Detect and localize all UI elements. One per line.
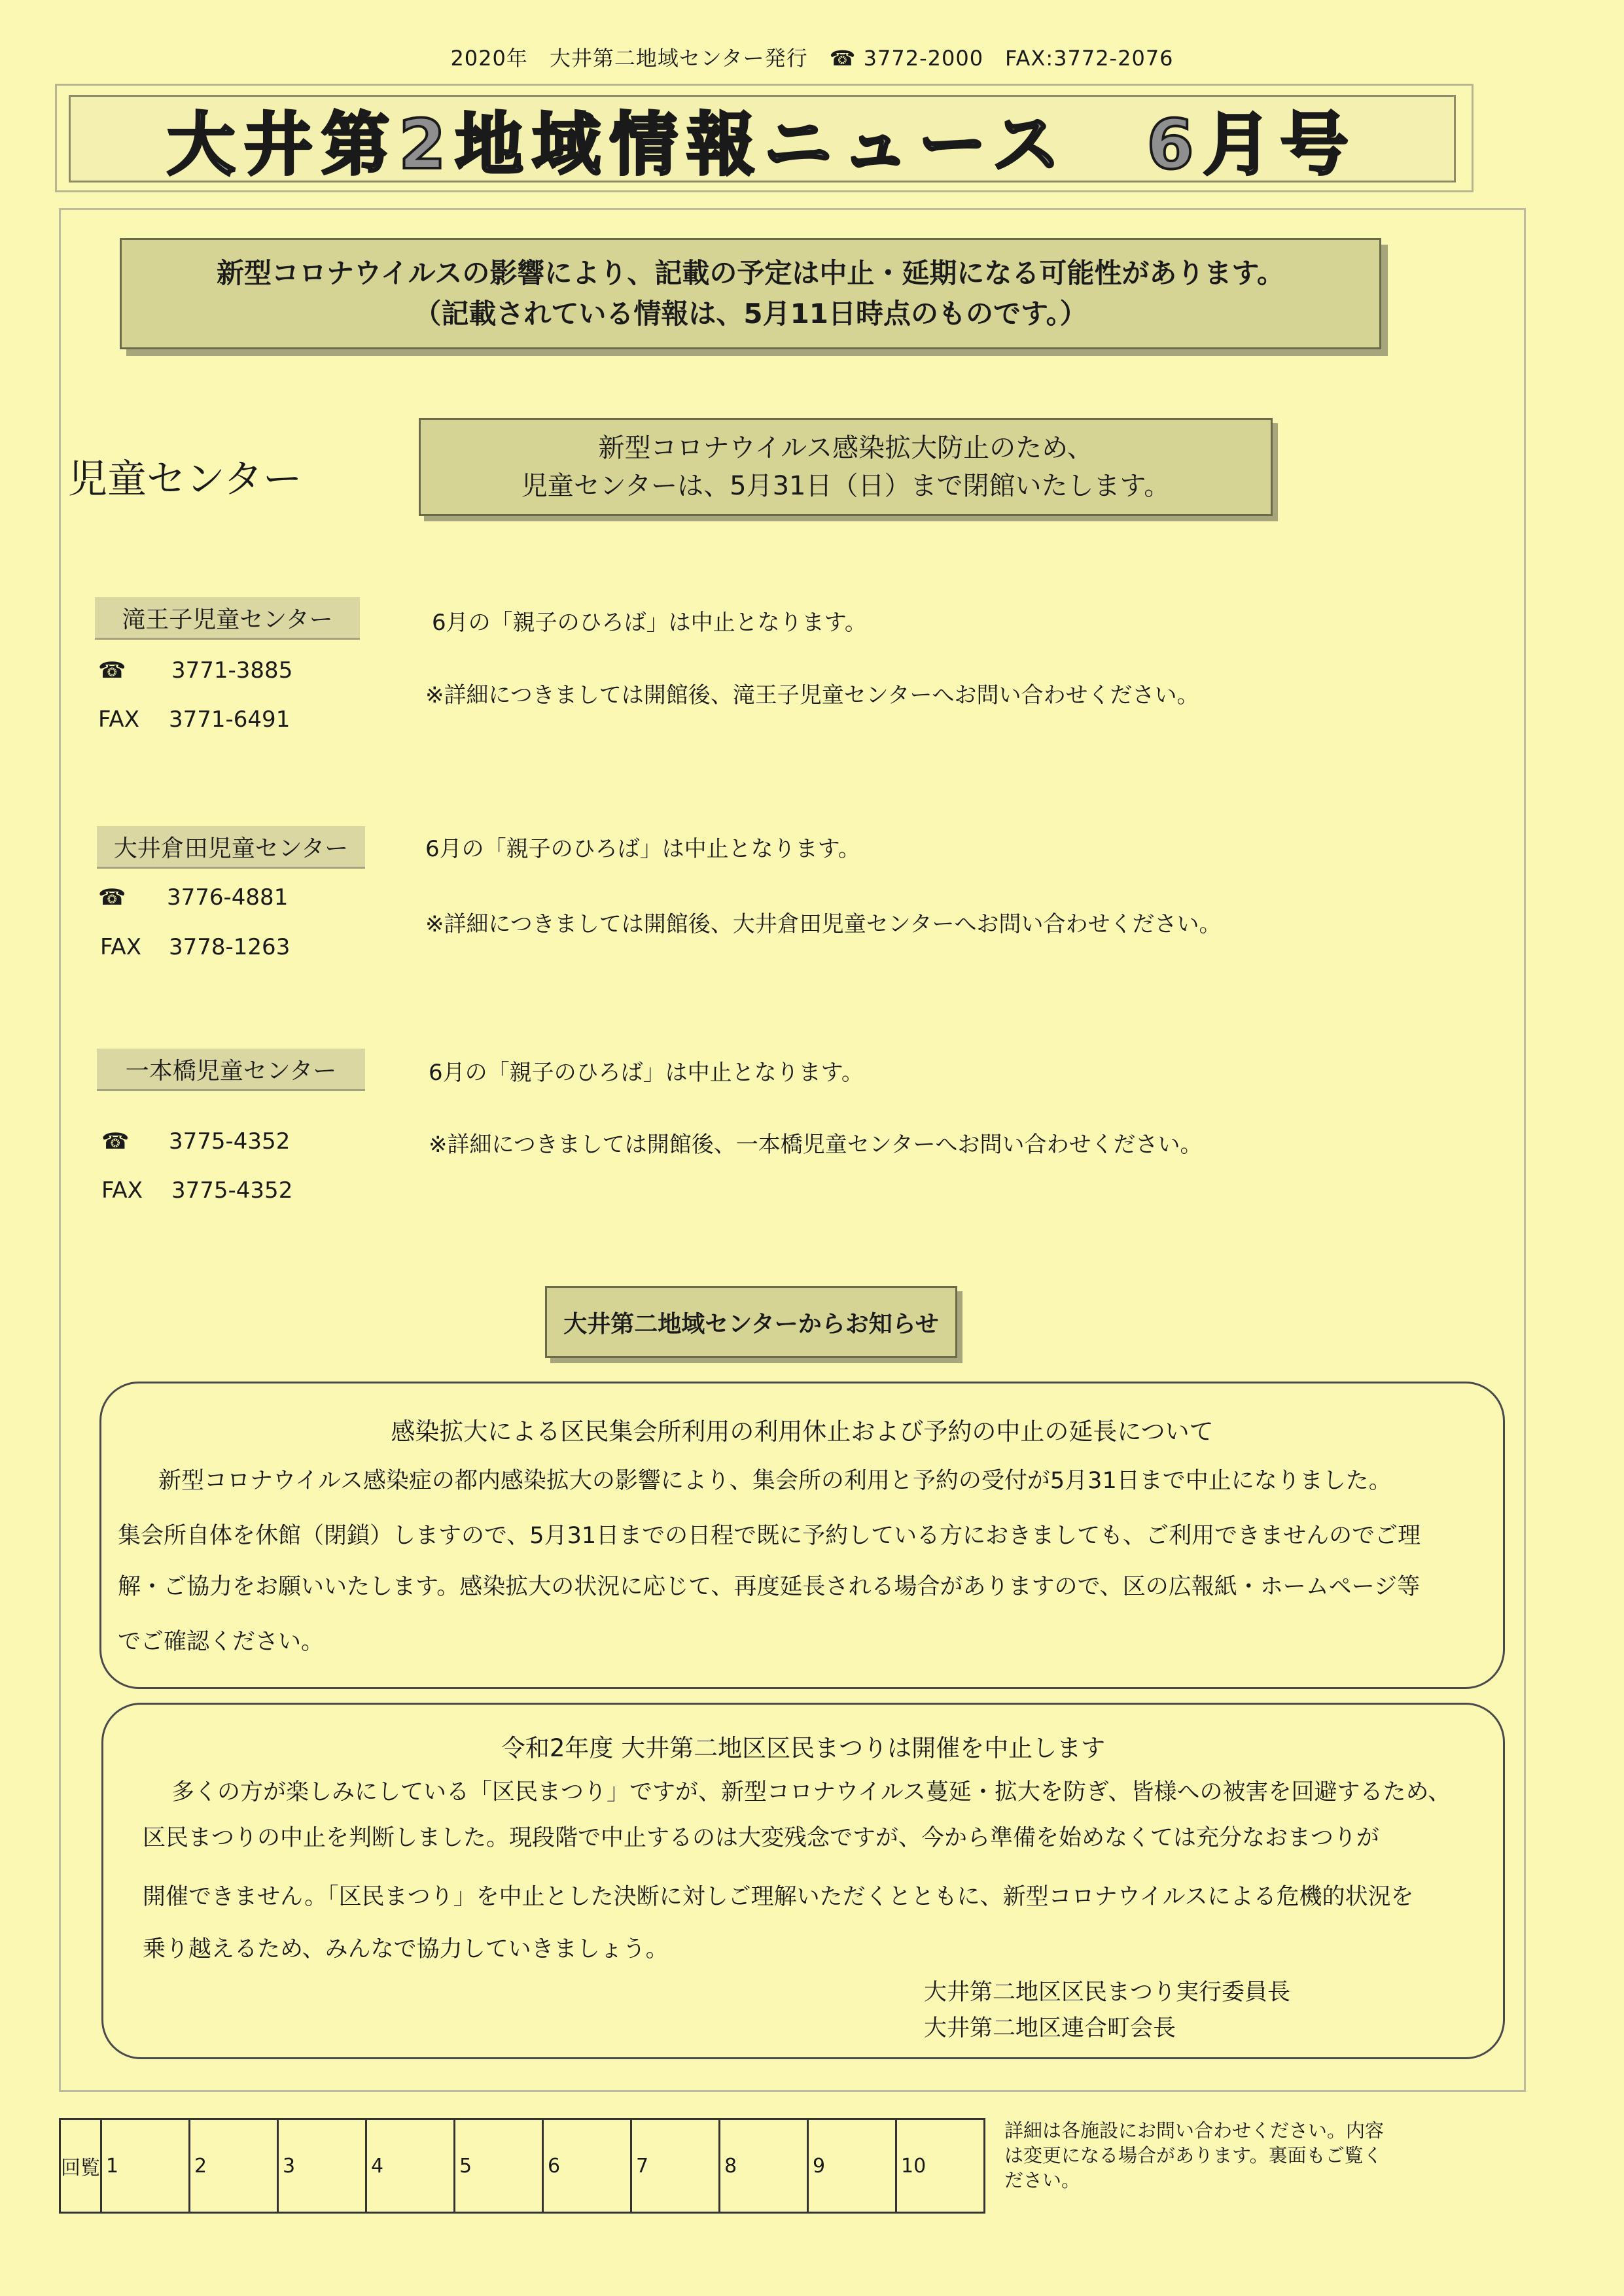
signature-town-association: 大井第二地区連合町会長 [924,2015,1176,2042]
fax-label: FAX [98,706,139,733]
circulation-cell: 6 [543,2119,631,2213]
fax-label: FAX [101,1177,143,1204]
signature-committee-chair: 大井第二地区区民まつり実行委員長 [924,1979,1291,2006]
covid-notice-line1: 新型コロナウイルスの影響により、記載の予定は中止・延期になる可能性があります。 [216,257,1285,289]
circulation-cell: 8 [720,2119,808,2213]
circulation-label: 回覧 [60,2119,101,2213]
circulation-cell: 2 [190,2119,278,2213]
circulation-cell: 7 [631,2119,720,2213]
facility-closure-line: 解・ご協力をお願いいたします。感染拡大の状況に応じて、再度延長される場合がありますので、区の広報紙・ホームページ等 [118,1574,1421,1600]
phone-icon: ☎ [98,884,126,911]
phone-icon: ☎ [98,657,126,684]
circulation-table [59,2118,985,2214]
closure-line2: 児童センターは、5月31日（日）まで閉館いたします。 [521,471,1171,501]
circulation-cell: 9 [808,2119,896,2213]
festival-cancel-line: 区民まつりの中止を判断しました。現段階で中止するのは大変残念ですが、今から準備を始めなくては充分なおまつりが [143,1825,1380,1851]
closure-line1: 新型コロナウイルス感染拡大防止のため、 [598,433,1093,463]
festival-cancel-line: 開催できません。「区民まつり」を中止とした決断に対しご理解いただくとともに、新型コロナウイルスによる危機的状況を [143,1884,1414,1910]
circulation-cell: 5 [455,2119,543,2213]
covid-notice-line2: （記載されている情報は、5月11日時点のものです。） [414,298,1087,330]
center-fax: 3771-6491 [169,706,291,733]
closure-notice-box [419,418,1273,516]
center-notice-heading: 大井第二地域センターからお知らせ [545,1286,957,1358]
circulation-cell: 1 [101,2119,190,2213]
circulation-cell: 10 [896,2119,985,2213]
circulation-cell: 4 [366,2119,455,2213]
center-detail: ※詳細につきましては開館後、大井倉田児童センターへお問い合わせください。 [425,911,1222,937]
phone-icon: ☎ [101,1128,130,1155]
facility-closure-line: 新型コロナウイルス感染症の都内感染拡大の影響により、集会所の利用と予約の受付が5月31日まで中止になりました。 [158,1468,1392,1494]
center-phone: 3771-3885 [171,657,293,684]
center-fax: 3775-4352 [171,1177,293,1204]
facility-closure-line: 集会所自体を休館（閉鎖）しますので、5月31日までの日程で既に予約している方におきましても、ご利用できませんのでご理 [118,1523,1421,1549]
center-phone: 3775-4352 [169,1128,291,1155]
center-name-takiouji: 滝王子児童センター [95,597,360,640]
center-name-ooikurata: 大井倉田児童センター [97,826,365,869]
festival-cancel-title: 令和2年度 大井第二地区区民まつりは開催を中止します [501,1734,1106,1762]
center-detail: ※詳細につきましては開館後、滝王子児童センターへお問い合わせください。 [425,682,1199,708]
facility-closure-line: でご確認ください。 [118,1629,325,1655]
center-message: 6月の「親子のひろば」は中止となります。 [432,610,867,636]
center-phone: 3776-4881 [167,884,289,911]
fax-label: FAX [100,934,141,960]
newsletter-title: 大井第2地域情報ニュース 6月号 [167,105,1358,184]
festival-cancel-line: 多くの方が楽しみにしている「区民まつり」ですが、新型コロナウイルス蔓延・拡大を防ぎ、皆様への被害を回避するため、 [171,1779,1451,1805]
center-fax: 3778-1263 [169,934,291,960]
festival-cancel-line: 乗り越えるため、みんなで協力していきましょう。 [143,1936,669,1962]
circulation-cell: 3 [278,2119,366,2213]
center-detail: ※詳細につきましては開館後、一本橋児童センターへお問い合わせください。 [429,1132,1203,1158]
issue-line: 2020年 大井第二地域センター発行 ☎ 3772-2000 FAX:3772-2076 [450,46,1174,71]
center-message: 6月の「親子のひろば」は中止となります。 [425,836,860,862]
facility-closure-title: 感染拡大による区民集会所利用の利用休止および予約の中止の延長について [391,1418,1214,1446]
covid-notice-box [120,238,1381,349]
center-message: 6月の「親子のひろば」は中止となります。 [429,1060,864,1086]
center-name-ipponbashi: 一本橋児童センター [97,1049,365,1091]
section-heading-children-centers: 児童センター [68,457,302,502]
circulation-note: 詳細は各施設にお問い合わせください。内容は変更になる場合があります。裏面もご覧ください。 [1004,2119,1385,2191]
